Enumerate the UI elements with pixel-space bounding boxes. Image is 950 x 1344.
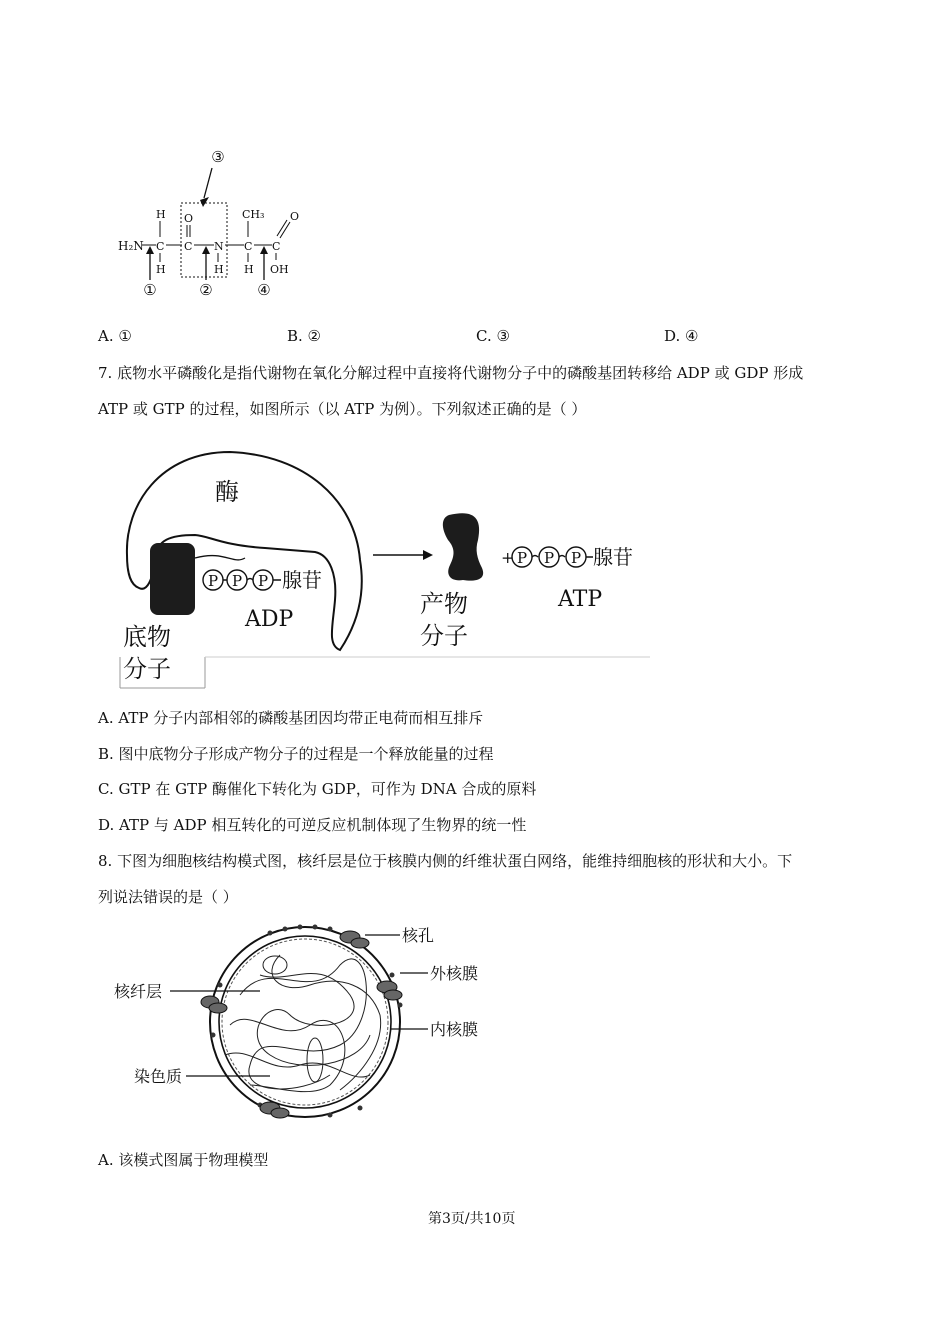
- inner-membrane-label: 内核膜: [430, 1020, 479, 1039]
- q8-stem-line-2: 列说法错误的是（ ）: [98, 888, 238, 906]
- adp-label: ADP: [245, 607, 294, 632]
- svg-text:②: ②: [199, 281, 213, 299]
- svg-text:C: C: [184, 240, 193, 253]
- substrate-phosphorylation-diagram: [115, 440, 655, 690]
- q6-option-b: B. ②: [287, 327, 322, 345]
- q6-option-d: D. ④: [664, 327, 699, 345]
- outer-membrane: [210, 927, 400, 1117]
- page-number: 第3页/共10页: [428, 1211, 516, 1227]
- label-circle-3: ③: [211, 148, 225, 166]
- phosphate-icon: P: [257, 572, 269, 590]
- atp-adenosine-label: 腺苷: [593, 545, 633, 569]
- svg-text:H: H: [244, 263, 254, 276]
- adenosine-label: 腺苷: [282, 568, 322, 592]
- svg-text:H: H: [214, 263, 224, 276]
- q7-stem-line-2: ATP 或 GTP 的过程，如图所示（以 ATP 为例）。下列叙述正确的是（ ）: [98, 400, 587, 418]
- product-label-2: 分子: [420, 622, 468, 650]
- svg-text:CH₃: CH₃: [242, 208, 265, 221]
- q7-option-d: D. ATP 与 ADP 相互转化的可逆反应机制体现了生物界的统一性: [98, 816, 527, 834]
- svg-text:+: +: [501, 548, 515, 567]
- svg-text:H: H: [156, 263, 166, 276]
- svg-text:①: ①: [143, 281, 157, 299]
- pore-label: 核孔: [402, 926, 435, 945]
- phosphate-icon: P: [231, 572, 243, 590]
- svg-text:C: C: [272, 240, 281, 253]
- outer-membrane-label: 外核膜: [430, 964, 479, 983]
- lamina-label: 核纤层: [114, 982, 163, 1001]
- q7-option-b: B. 图中底物分子形成产物分子的过程是一个释放能量的过程: [98, 745, 494, 763]
- q7-option-a: A. ATP 分子内部相邻的磷酸基团因均带正电荷而相互排斥: [98, 709, 484, 727]
- product-molecule: [443, 513, 483, 580]
- svg-text:C: C: [244, 240, 253, 253]
- substrate-label-1: 底物: [123, 623, 171, 651]
- enzyme-label: 酶: [215, 478, 239, 506]
- nucleus-structure-diagram: [110, 915, 510, 1130]
- svg-text:④: ④: [257, 281, 271, 299]
- phosphate-icon: P: [516, 549, 528, 567]
- substrate-label-2: 分子: [123, 655, 171, 683]
- inner-membrane: [219, 936, 391, 1108]
- svg-text:H₂N: H₂N: [118, 239, 144, 253]
- substrate-molecule: [150, 543, 195, 615]
- svg-text:N: N: [214, 240, 224, 253]
- svg-text:H: H: [156, 208, 166, 221]
- svg-text:O: O: [290, 210, 300, 223]
- dipeptide-structure-diagram: [110, 140, 320, 305]
- svg-text:C: C: [156, 240, 165, 253]
- svg-text:OH: OH: [270, 263, 289, 276]
- q8-stem-line-1: 8. 下图为细胞核结构模式图，核纤层是位于核膜内侧的纤维状蛋白网络，能维持细胞核的形状和大小。下: [98, 852, 793, 870]
- q6-option-c: C. ③: [476, 327, 510, 345]
- phosphate-icon: P: [570, 549, 582, 567]
- atp-label: ATP: [558, 587, 603, 612]
- phosphate-icon: P: [543, 549, 555, 567]
- svg-text:O: O: [184, 212, 194, 225]
- q7-option-c: C. GTP 在 GTP 酶催化下转化为 GDP，可作为 DNA 合成的原料: [98, 780, 537, 798]
- q8-option-a: A. 该模式图属于物理模型: [98, 1151, 269, 1169]
- chromatin-label: 染色质: [134, 1067, 183, 1086]
- q6-option-a: A. ①: [98, 327, 132, 345]
- q7-stem-line-1: 7. 底物水平磷酸化是指代谢物在氧化分解过程中直接将代谢物分子中的磷酸基团转移给 ADP 或 GDP 形成: [98, 364, 804, 382]
- product-label-1: 产物: [420, 590, 468, 618]
- phosphate-icon: P: [207, 572, 219, 590]
